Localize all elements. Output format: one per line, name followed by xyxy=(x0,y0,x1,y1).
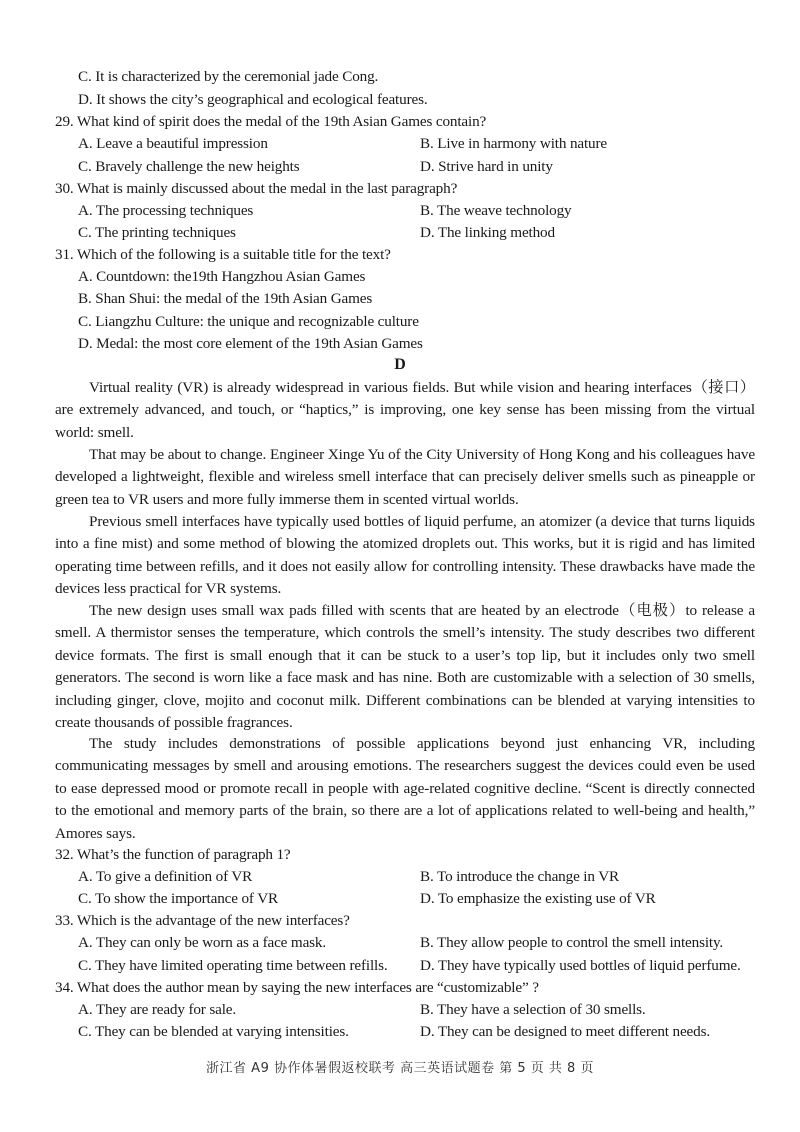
q30-option-d: D. The linking method xyxy=(420,224,555,241)
q31-option-c: C. Liangzhu Culture: the unique and recognizable culture xyxy=(78,313,419,330)
page-footer: 浙江省 A9 协作体暑假返校联考 高三英语试题卷 第 5 页 共 8 页 xyxy=(206,1061,594,1076)
q33-option-c: C. They have limited operating time between refills. xyxy=(78,957,388,974)
q30-option-b: B. The weave technology xyxy=(420,202,572,219)
passage-paragraph-3: Previous smell interfaces have typically used bottles of liquid perfume, an atomizer (a device that turns liquids into a fine mist) and some method of blowing the atomized droplets out. This works, but it is rigid and has limited operating time between refills, and it does not easily allow for controlling intensity. These drawbacks have made the devices less practical for VR systems. xyxy=(55,513,755,598)
q32-stem: 32. What’s the function of paragraph 1? xyxy=(55,846,291,863)
q29-option-c: C. Bravely challenge the new heights xyxy=(78,158,300,175)
q34-option-b: B. They have a selection of 30 smells. xyxy=(420,1001,646,1018)
q30-stem: 30. What is mainly discussed about the medal in the last paragraph? xyxy=(55,180,458,197)
q34-stem: 34. What does the author mean by saying the new interfaces are “customizable” ? xyxy=(55,979,539,996)
q32-option-d: D. To emphasize the existing use of VR xyxy=(420,890,656,907)
q29-stem: 29. What kind of spirit does the medal of the 19th Asian Games contain? xyxy=(55,113,487,130)
passage-paragraph-1: Virtual reality (VR) is already widespread in various fields. But while vision and hearing interfaces（接口）are extremely advanced, and touch, or “haptics,” is improving, one key sense has been missing from the virtual world: smell. xyxy=(55,379,755,441)
q29-option-b: B. Live in harmony with nature xyxy=(420,135,607,152)
q31-option-d: D. Medal: the most core element of the 19th Asian Games xyxy=(78,335,423,352)
passage-paragraph-2: That may be about to change. Engineer Xinge Yu of the City University of Hong Kong and his colleagues have developed a lightweight, flexible and wireless smell interface that can precisely deliver smells such as pineapple or green tea to VR users and more fully immerse them in scented virtual worlds. xyxy=(55,446,755,508)
q34-option-c: C. They can be blended at varying intensities. xyxy=(78,1023,349,1040)
q30-option-a: A. The processing techniques xyxy=(78,202,254,219)
q33-option-d: D. They have typically used bottles of liquid perfume. xyxy=(420,957,741,974)
q28-option-d: D. It shows the city’s geographical and ecological features. xyxy=(78,91,428,108)
q34-option-a: A. They are ready for sale. xyxy=(78,1001,237,1018)
q30-option-c: C. The printing techniques xyxy=(78,224,236,241)
section-heading-d: D xyxy=(394,356,406,373)
q31-option-a: A. Countdown: the19th Hangzhou Asian Games xyxy=(78,268,366,285)
q29-option-a: A. Leave a beautiful impression xyxy=(78,135,268,152)
q33-stem: 33. Which is the advantage of the new interfaces? xyxy=(55,912,350,929)
q31-option-b: B. Shan Shui: the medal of the 19th Asian Games xyxy=(78,290,373,307)
passage-paragraph-4: The new design uses small wax pads filled with scents that are heated by an electrode（电极）to release a smell. A thermistor senses the temperature, which controls the smell’s intensity. The study describes two different device formats. The first is small enough that it can be stuck to a user’s top lip, but it includes only two smell generators. The second is worn like a face mask and has nine. Both are customizable with a selection of 30 smells, including ginger, clove, mojito and coconut milk. Different combinations can be blended at varying intensities to create thousands of possible fragrances. xyxy=(55,602,755,732)
q32-option-c: C. To show the importance of VR xyxy=(78,890,279,907)
q33-option-b: B. They allow people to control the smell intensity. xyxy=(420,934,724,951)
q31-stem: 31. Which of the following is a suitable title for the text? xyxy=(55,246,391,263)
q32-option-b: B. To introduce the change in VR xyxy=(420,868,619,885)
q28-option-c: C. It is characterized by the ceremonial jade Cong. xyxy=(78,68,379,85)
q32-option-a: A. To give a definition of VR xyxy=(78,868,253,885)
passage-paragraph-5: The study includes demonstrations of possible applications beyond just enhancing VR, including communicating messages by smell and arousing emotions. The researchers suggest the devices could even be used to ease depressed mood or promote recall in people with age-related cognitive decline. “Scent is directly connected to the emotional and memory parts of the brain, so there are a lot of applications related to well-being and health,” Amores says. xyxy=(55,735,755,842)
q29-option-d: D. Strive hard in unity xyxy=(420,158,553,175)
q33-option-a: A. They can only be worn as a face mask. xyxy=(78,934,327,951)
q34-option-d: D. They can be designed to meet different needs. xyxy=(420,1023,710,1040)
